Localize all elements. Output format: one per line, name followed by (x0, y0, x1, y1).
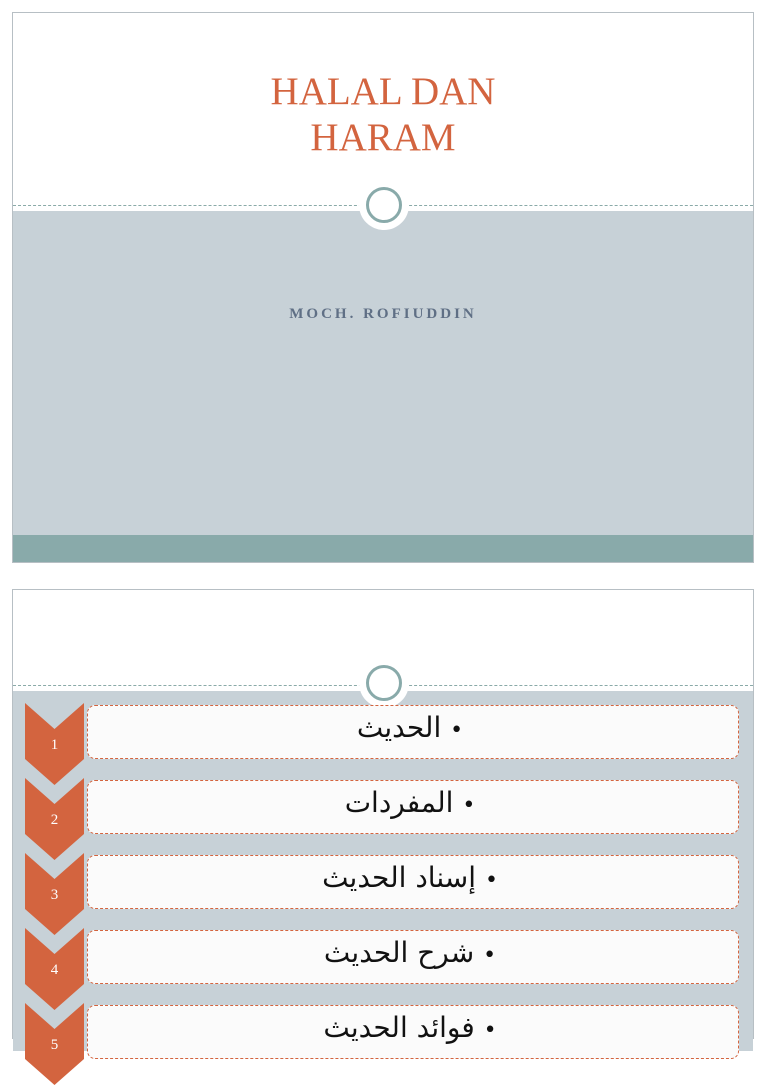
item-box (87, 780, 739, 834)
item-text (88, 1011, 738, 1044)
title-line-2: HARAM (310, 116, 456, 159)
bottom-accent-bar (13, 535, 753, 562)
circle-ornament-icon (359, 658, 409, 708)
item-number: 4 (50, 962, 59, 978)
item-box (87, 705, 739, 759)
slide-contents (12, 589, 754, 1053)
item-text (88, 936, 738, 969)
subtitle-panel (13, 211, 753, 537)
list-item (13, 778, 755, 853)
list-item (13, 928, 755, 1003)
slide-title (12, 12, 754, 563)
item-number: 3 (50, 887, 59, 903)
item-number: 5 (50, 1037, 59, 1053)
item-label: الحديث (356, 711, 442, 744)
item-text (88, 711, 738, 744)
bullet: • (483, 943, 497, 968)
item-text (88, 786, 738, 819)
item-box (87, 1005, 739, 1059)
list-item (13, 1003, 755, 1078)
bullet: • (483, 1018, 497, 1043)
title-line-1: HALAL DAN (270, 70, 496, 113)
item-box (87, 855, 739, 909)
bullet: • (484, 868, 498, 893)
item-label: إسناد الحديث (322, 861, 477, 894)
item-box (87, 930, 739, 984)
list-item (13, 703, 755, 778)
title-area (13, 13, 753, 206)
circle-ornament-icon (359, 180, 409, 230)
item-number: 1 (50, 737, 59, 753)
item-number: 2 (50, 812, 59, 828)
item-label: فوائد الحديث (323, 1011, 475, 1044)
bullet: • (450, 718, 464, 743)
slide-title-text (13, 69, 753, 161)
author-subtitle: MOCH. ROFIUDDIN (289, 306, 477, 322)
item-label: شرح الحديث (323, 936, 475, 969)
bullet: • (462, 793, 476, 818)
item-text (88, 861, 738, 894)
list-item (13, 853, 755, 928)
item-label: المفردات (344, 786, 454, 819)
